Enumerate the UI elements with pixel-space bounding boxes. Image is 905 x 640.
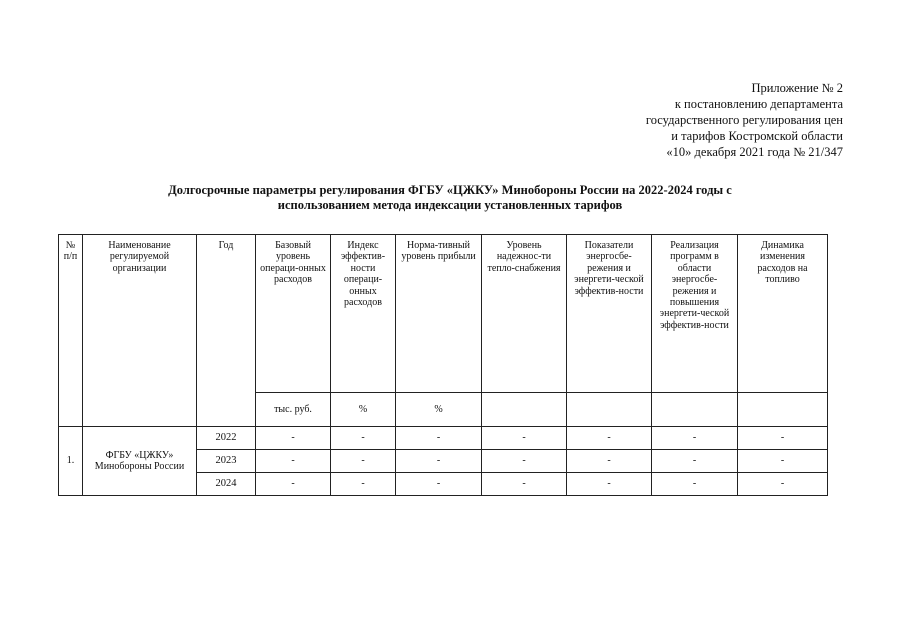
appendix-line-2: к постановлению департамента — [674, 97, 843, 111]
cell-index: - — [331, 473, 396, 496]
cell-base: - — [256, 450, 331, 473]
cell-index: - — [331, 450, 396, 473]
cell-reliability: - — [482, 450, 567, 473]
cell-profit: - — [396, 427, 482, 450]
table-row — [59, 427, 828, 450]
header-index: Индекс эффектив-ности операци-онных расходов — [331, 235, 396, 393]
header-energy-indicators: Показатели энергосбе-режения и энергети-ческой эффектив-ности — [567, 235, 652, 393]
cell-year: 2023 — [197, 450, 256, 473]
cell-index: - — [331, 427, 396, 450]
unit-fuel — [738, 393, 828, 427]
cell-profit: - — [396, 450, 482, 473]
cell-year: 2022 — [197, 427, 256, 450]
unit-profit: % — [396, 393, 482, 427]
cell-base: - — [256, 427, 331, 450]
header-programs: Реализация программ в области энергосбе-режения и повышения энергети-ческой эффектив-ности — [652, 235, 738, 393]
cell-energy-indicators: - — [567, 473, 652, 496]
unit-base: тыс. руб. — [256, 393, 331, 427]
header-num: № п/п — [59, 235, 83, 427]
header-year: Год — [197, 235, 256, 427]
document-title-line-2: использованием метода индексации установленных тарифов — [277, 198, 623, 212]
cell-fuel: - — [738, 450, 828, 473]
cell-energy-indicators: - — [567, 427, 652, 450]
unit-index: % — [331, 393, 396, 427]
document-title — [60, 183, 840, 213]
header-base: Базовый уровень операци-онных расходов — [256, 235, 331, 393]
cell-programs: - — [652, 473, 738, 496]
parameters-table — [58, 234, 828, 496]
header-reliability: Уровень надежнос-ти тепло-снабжения — [482, 235, 567, 393]
appendix-line-3: государственного регулирования цен — [645, 113, 843, 127]
cell-fuel: - — [738, 473, 828, 496]
cell-programs: - — [652, 450, 738, 473]
row-num: 1. — [59, 427, 83, 496]
appendix-line-4: и тарифов Костромской области — [671, 129, 843, 143]
document-title-line-1: Долгосрочные параметры регулирования ФГБУ «ЦЖКУ» Минобороны России на 2022-2024 годы с — [168, 183, 732, 197]
unit-energy-indicators — [567, 393, 652, 427]
appendix-line-1: Приложение № 2 — [751, 81, 843, 95]
cell-reliability: - — [482, 427, 567, 450]
cell-fuel: - — [738, 427, 828, 450]
cell-profit: - — [396, 473, 482, 496]
table-header-row — [59, 235, 828, 393]
header-profit: Норма-тивный уровень прибыли — [396, 235, 482, 393]
cell-reliability: - — [482, 473, 567, 496]
row-org-name: ФГБУ «ЦЖКУ» Минобороны России — [83, 427, 197, 496]
header-fuel: Динамика изменения расходов на топливо — [738, 235, 828, 393]
appendix-block — [646, 80, 843, 160]
header-org: Наименование регулируемой организации — [83, 235, 197, 427]
unit-reliability — [482, 393, 567, 427]
cell-programs: - — [652, 427, 738, 450]
cell-base: - — [256, 473, 331, 496]
cell-year: 2024 — [197, 473, 256, 496]
appendix-line-5: «10» декабря 2021 года № 21/347 — [666, 145, 843, 159]
unit-programs — [652, 393, 738, 427]
cell-energy-indicators: - — [567, 450, 652, 473]
